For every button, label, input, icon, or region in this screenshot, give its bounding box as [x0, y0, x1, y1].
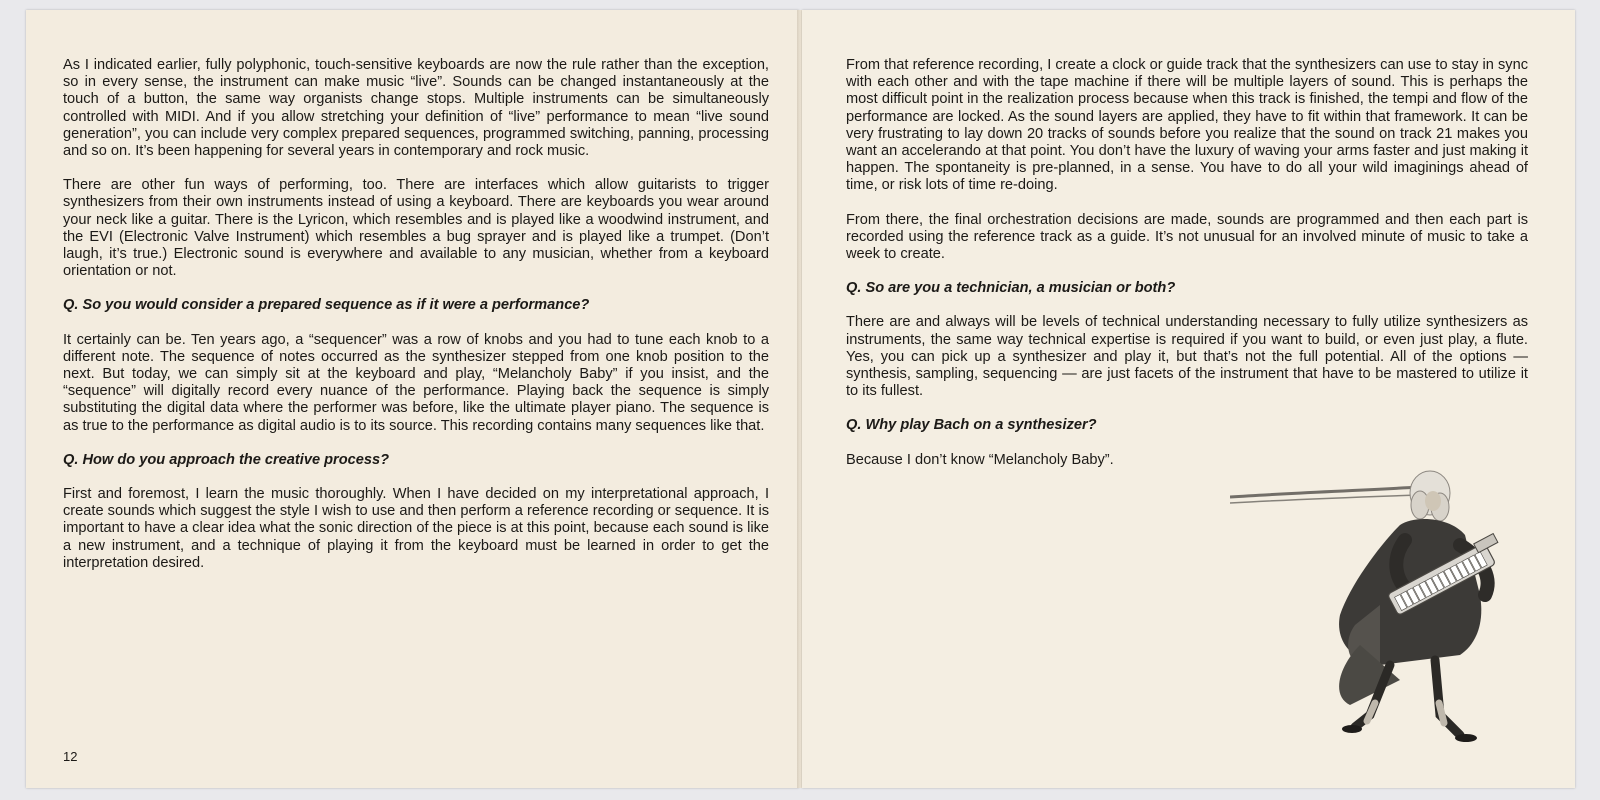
paragraph: There are and always will be levels of technical understanding necessary to fully utilize synthesizers as instruments, the same way technical expertise is required if you want to build, or even just play, a flute. Yes, you can pick up a synthesizer and play it, but that’s not the full potential. All of the options — synthesis, sampling, sequencing — are just facets of the instrument that have to be mastered to utilize it to its fullest. — [846, 314, 1528, 400]
paragraph: As I indicated earlier, fully polyphonic, touch-sensitive keyboards are now the rule rather than the exception, so in every sense, the instrument can make music “live”. Sounds can be changed instantaneously at the touch of a button, the same way organists change stops. Multiple instruments can be simultaneously controlled with MIDI. And if you allow stretching your definition of “live” performance to mean “live sound generation”, you can include very complex prepared sequences, programmed switching, panning, processing and so on. It’s been happening for several years in contemporary and rock music. — [63, 57, 769, 160]
page-number: 12 — [63, 749, 78, 764]
left-page — [26, 10, 799, 788]
bach-keytar-illustration — [1230, 465, 1530, 765]
paragraph: From that reference recording, I create a clock or guide track that the synthesizers can use to stay in sync with each other and with the tape machine if there will be multiple layers of sound. This is perhaps the most difficult point in the realization process because when this track is finished, the tempi and flow of the performance are locked. As the sound layers are applied, they have to fit within that framework. It can be very frustrating to lay down 20 tracks of sounds before you realize that the sound on track 21 makes you want an accelerando at that point. You don’t have the luxury of waving your arms faster and just making it happen. The spontaneity is pre-planned, in a sense. You have to do all your wild imaginings ahead of time, or risk lots of time re-doing. — [846, 57, 1528, 194]
paragraph: There are other fun ways of performing, too. There are interfaces which allow guitarists to trigger synthesizers from their own instruments instead of using a keyboard. There are keyboards you wear around your neck like a guitar. There is the Lyricon, which resembles and is played like a woodwind instrument, and the EVI (Electronic Valve Instrument) which resembles a bug sprayer and is played like a trumpet. (Don’t laugh, it’s true.) Electronic sound is everywhere and available to any musician, whether from a keyboard orientation or not. — [63, 177, 769, 280]
question-heading: Q. So are you a technician, a musician or both? — [846, 280, 1176, 297]
right-text-column — [846, 57, 1528, 486]
paragraph: Because I don’t know “Melancholy Baby”. — [846, 451, 1114, 468]
question-heading: Q. So you would consider a prepared sequence as if it were a performance? — [63, 297, 590, 314]
question-heading: Q. How do you approach the creative process? — [63, 451, 390, 468]
paragraph: First and foremost, I learn the music thoroughly. When I have decided on my interpretational approach, I create sounds which suggest the style I wish to use and then perform a reference recording or sequence. It is important to have a clear idea what the sonic direction of the piece is at this point, because each sound is like a new instrument, and a technique of playing it from the keyboard must be learned in order to get the interpretation desired. — [63, 486, 769, 571]
right-page — [802, 10, 1575, 788]
paragraph: It certainly can be. Ten years ago, a “sequencer” was a row of knobs and you had to tune each knob to a different note. The sequence of notes occurred as the synthesizer stepped from one knob position to the next. But today, we can simply sit at the keyboard and play, “Melancholy Baby” if you insist, and the “sequence” will digitally record every nuance of the performance. Playing back the sequence is simply substituting the digital data where the performer was before, like the ultimate player piano. The sequence is as true to the performance as digital audio is to its source. This recording contains many sequences like that. — [63, 331, 769, 434]
question-heading: Q. Why play Bach on a synthesizer? — [846, 417, 1097, 434]
left-text-column — [63, 57, 769, 589]
paragraph: From there, the final orchestration decisions are made, sounds are programmed and then each part is recorded using the reference track as a guide. It’s not unusual for an involved minute of music to take a week to create. — [846, 211, 1528, 263]
